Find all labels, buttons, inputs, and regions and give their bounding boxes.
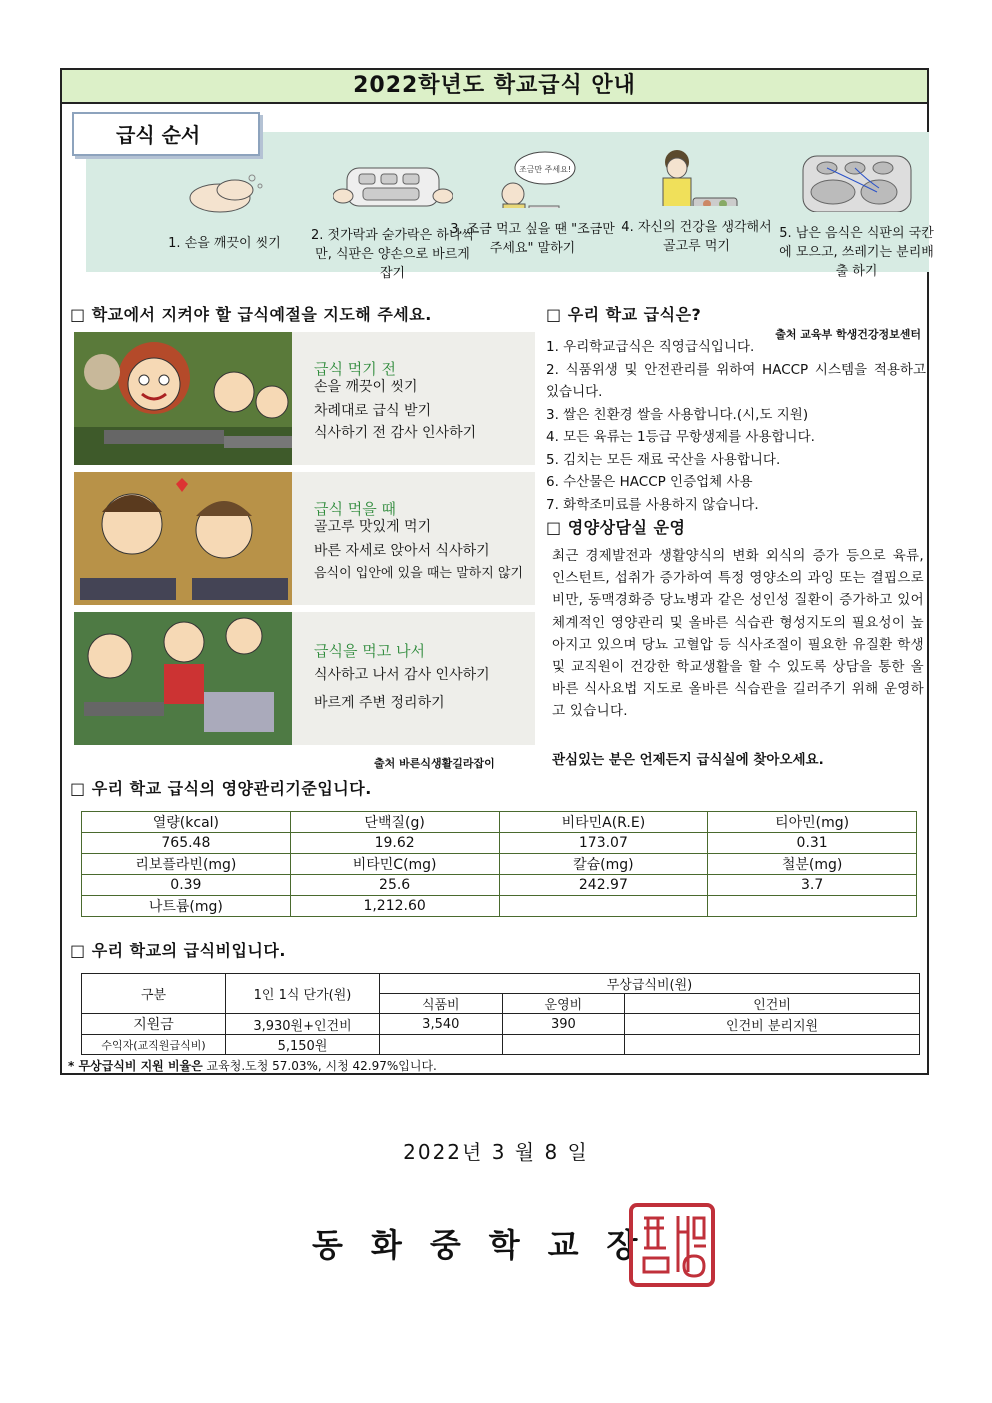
table-cell: 비타민C(mg) xyxy=(290,854,499,875)
table-cell: 리보플라빈(mg) xyxy=(82,854,291,875)
nutrition-table xyxy=(81,811,917,917)
table-cell: 나트륨(mg) xyxy=(82,896,291,917)
table-cell xyxy=(380,1035,503,1055)
list-item: 4. 모든 육류는 1등급 무항생제를 사용합니다. xyxy=(546,429,815,445)
fee-note-rest: 교육청.도청 57.03%, 시청 42.97%입니다. xyxy=(202,1059,437,1073)
panel-during-title: 급식 먹을 때 xyxy=(314,500,396,518)
panel-before-line: 손을 깨끗이 씻기 xyxy=(314,379,418,395)
etiquette-source: 출처 바른식생활길라잡이 xyxy=(374,757,495,770)
table-cell: 173.07 xyxy=(499,833,708,854)
our-meal-heading: □ 우리 학교 급식은? xyxy=(546,305,702,324)
list-item: 7. 화학조미료를 사용하지 않습니다. xyxy=(546,496,759,513)
speech-bubble-icon xyxy=(473,148,593,208)
counsel-heading: □ 영양상담실 운영 xyxy=(546,518,686,537)
list-item: 6. 수산물은 HACCP 인증업체 사용 xyxy=(546,474,753,490)
list-item: 1. 우리학교급식은 직영급식입니다. xyxy=(546,339,755,355)
table-cell: 0.39 xyxy=(82,875,291,896)
steps-source: 출처 교육부 학생건강정보센터 xyxy=(775,328,921,341)
table-cell: 3.7 xyxy=(708,875,917,896)
counsel-visit: 관심있는 분은 언제든지 급식실에 찾아오세요. xyxy=(552,752,824,768)
panel-during-line: 골고루 맛있게 먹기 xyxy=(314,519,432,535)
list-item: 2. 식품위생 및 안전관리를 위하여 HACCP 시스템을 적용하고 있습니다. xyxy=(546,361,926,400)
table-cell xyxy=(499,896,708,917)
nutrition-heading: □ 우리 학교 급식의 영양관리기준입니다. xyxy=(70,779,372,798)
table-cell: 비타민A(R.E) xyxy=(499,812,708,833)
panel-after-line: 바르게 주변 정리하기 xyxy=(314,695,445,711)
table-cell: 열량(kcal) xyxy=(82,812,291,833)
step-3-text: 3. 조금 먹고 싶을 땐 "조금만 주세요" 말하기 xyxy=(450,222,615,256)
official-seal-stamp xyxy=(628,1202,716,1288)
table-cell: 19.62 xyxy=(290,833,499,854)
table-cell: 3,540 xyxy=(380,1014,503,1035)
fee-note-bold: * 무상급식비 지원 비율은 xyxy=(68,1059,203,1073)
step-4-text: 4. 자신의 건강을 생각해서 골고루 먹기 xyxy=(621,220,772,254)
table-cell: 765.48 xyxy=(82,833,291,854)
list-item: 5. 김치는 모든 재료 국산을 사용합니다. xyxy=(546,451,781,468)
step-1-text: 1. 손을 깨끗이 씻기 xyxy=(168,236,281,251)
panel-before-line: 차례대로 급식 받기 xyxy=(314,403,432,419)
fee-table xyxy=(81,973,920,1055)
table-cell xyxy=(502,1035,625,1055)
step-3 xyxy=(450,148,615,258)
issue-date: 2022년 3 월 8 일 xyxy=(403,1140,589,1164)
etiquette-panel-during xyxy=(74,472,535,605)
table-cell: 1,212.60 xyxy=(290,896,499,917)
etiquette-panel-after xyxy=(74,612,535,745)
table-cell: 칼슘(mg) xyxy=(499,854,708,875)
table-row xyxy=(82,875,917,896)
tray-hands-icon xyxy=(333,154,453,214)
speech-bubble-text: 조금만 주세요! xyxy=(518,165,571,174)
panel-during-line: 음식이 입안에 있을 때는 말하지 않기 xyxy=(314,566,524,581)
table-cell: 티아민(mg) xyxy=(708,812,917,833)
table-cell: 철분(mg) xyxy=(708,854,917,875)
table-row xyxy=(82,896,917,917)
step-5 xyxy=(774,152,939,281)
notice-frame xyxy=(60,68,934,1075)
etiquette-panel-before xyxy=(74,332,535,465)
our-meal-list xyxy=(546,336,926,516)
table-cell: 수익자(교직원급식비) xyxy=(82,1035,226,1055)
children-with-trays-illustration xyxy=(74,332,292,465)
header-cell: 무상급식비(원) xyxy=(380,974,920,994)
table-cell: 390 xyxy=(502,1014,625,1035)
counsel-paragraph: 최근 경제발전과 생활양식의 변화 외식의 증가 등으로 육류, 인스턴트, 섭취가 증가하여 특정 영양소의 과잉 또는 결핍으로 비만, 동맥경화증 당뇨병과 같은 성인성 질환이 증가하고 있어 체계적인 영양관리 및 올바른 식습관 형성지도의 필요성이 높아지고 있으며 당뇨 고혈압 등 식사조절이 필요한 유질환 학생 및 교직원이 건강한 학교생활을 할 수 있도록 상담을 통한 올바른 식사요법 지도로 올바른 식습관을 길러주기 위해 운영하고 있습니다. xyxy=(552,548,924,720)
header-cell: 구분 xyxy=(82,974,226,1014)
header-cell: 인건비 xyxy=(625,994,920,1014)
school-name: 동화중학교장 xyxy=(312,1226,666,1264)
panel-after-title: 급식을 먹고 나서 xyxy=(314,642,425,660)
table-cell xyxy=(708,896,917,917)
header-cell: 1인 1식 단가(원) xyxy=(226,974,380,1014)
fee-heading: □ 우리 학교의 급식비입니다. xyxy=(70,941,286,960)
steps-heading: 급식 순서 xyxy=(72,112,260,156)
children-eating-illustration xyxy=(74,472,292,605)
table-cell: 0.31 xyxy=(708,833,917,854)
table-row xyxy=(82,974,920,994)
table-row xyxy=(82,1014,920,1035)
step-4 xyxy=(614,146,779,256)
table-row xyxy=(82,1035,920,1055)
header-cell: 운영비 xyxy=(502,994,625,1014)
table-cell: 단백질(g) xyxy=(290,812,499,833)
hand-washing-icon xyxy=(180,162,270,222)
table-cell: 3,930원+인건비 xyxy=(226,1014,380,1035)
panel-during-line: 바른 자세로 앉아서 식사하기 xyxy=(314,543,490,559)
table-row xyxy=(82,812,917,833)
table-cell: 인건비 분리지원 xyxy=(625,1014,920,1035)
fee-note xyxy=(68,1057,437,1074)
panel-before-title: 급식 먹기 전 xyxy=(314,360,396,378)
children-cleanup-illustration xyxy=(74,612,292,745)
step-2-text: 2. 젓가락과 숟가락은 하나씩만, 식판은 양손으로 바르게 잡기 xyxy=(311,228,474,281)
step-1 xyxy=(142,162,307,253)
table-cell: 5,150원 xyxy=(226,1035,380,1055)
table-cell xyxy=(625,1035,920,1055)
table-cell: 242.97 xyxy=(499,875,708,896)
eating-student-icon xyxy=(647,146,747,206)
table-row xyxy=(82,854,917,875)
etiquette-heading: □ 학교에서 지켜야 할 급식예절을 지도해 주세요. xyxy=(70,305,432,324)
step-5-text: 5. 남은 음식은 식판의 국칸에 모으고, 쓰레기는 분리배출 하기 xyxy=(779,226,934,279)
header-cell: 식품비 xyxy=(380,994,503,1014)
table-row xyxy=(82,833,917,854)
panel-before-line: 식사하기 전 감사 인사하기 xyxy=(314,425,477,441)
tray-leftovers-icon xyxy=(797,152,917,212)
list-item: 3. 쌀은 친환경 쌀을 사용합니다.(시,도 지원) xyxy=(546,406,809,423)
panel-after-line: 식사하고 나서 감사 인사하기 xyxy=(314,667,490,683)
table-cell: 25.6 xyxy=(290,875,499,896)
table-cell: 지원금 xyxy=(82,1014,226,1035)
page-title: 2022학년도 학교급식 안내 xyxy=(62,70,927,104)
